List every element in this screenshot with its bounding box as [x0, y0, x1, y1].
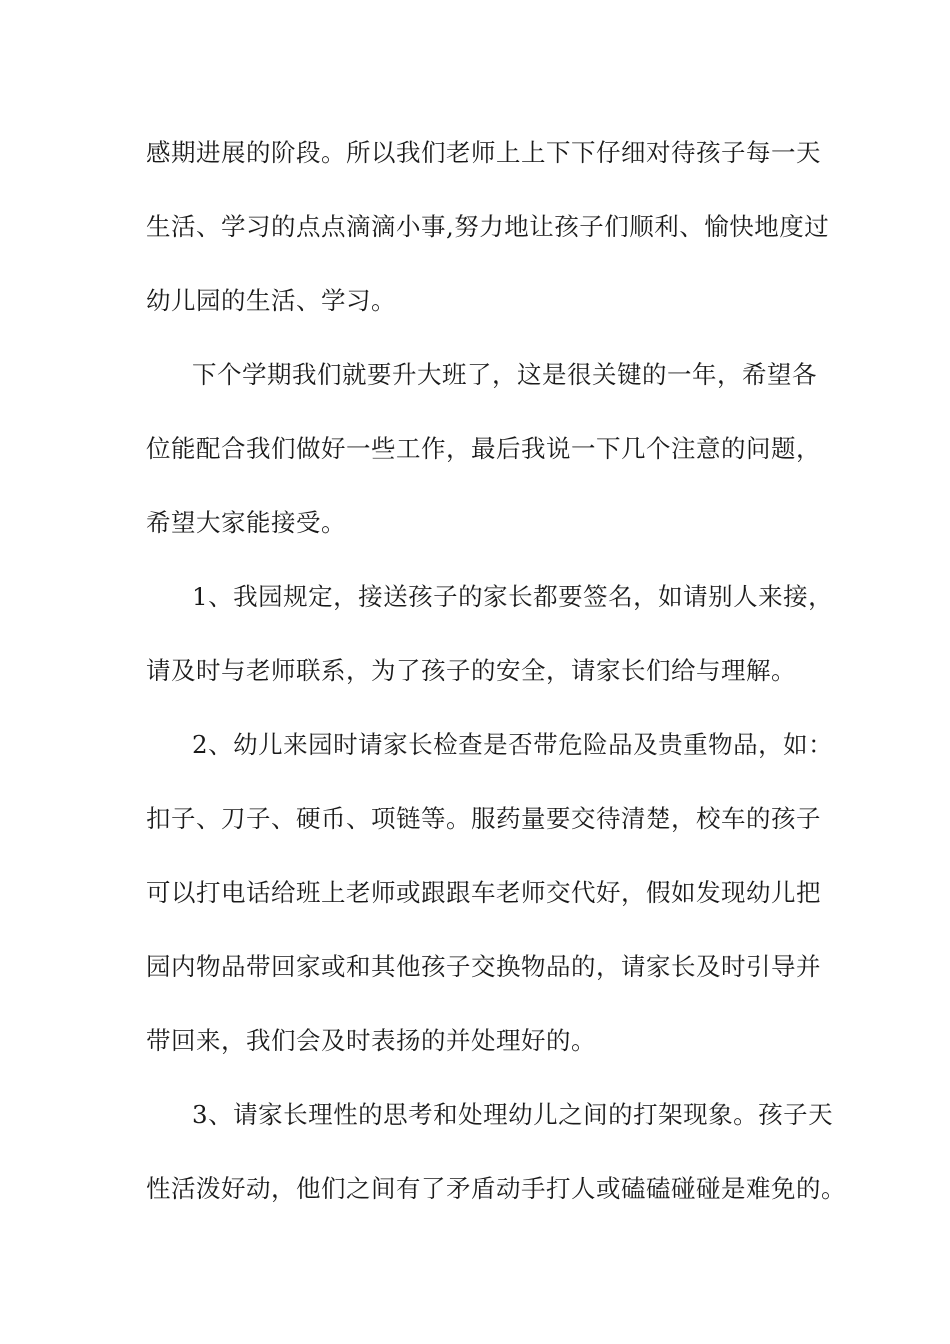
text-line-3: 幼儿园的生活、学习。	[146, 286, 396, 315]
text-line-2: 生活、学习的点点滴滴小事,努力地让孩子们顺利、愉快地度过	[146, 212, 830, 241]
text-line-11: 可以打电话给班上老师或跟跟车老师交代好，假如发现幼儿把	[146, 878, 821, 907]
text-line-15: 性活泼好动，他们之间有了矛盾动手打人或磕磕碰碰是难免的。	[146, 1174, 846, 1203]
text-line-8: 请及时与老师联系，为了孩子的安全，请家长们给与理解。	[146, 656, 796, 685]
text-line-14: 3、请家长理性的思考和处理幼儿之间的打架现象。孩子天	[192, 1100, 834, 1129]
text-line-6: 希望大家能接受。	[146, 508, 346, 537]
text-line-5: 位能配合我们做好一些工作，最后我说一下几个注意的问题，	[146, 434, 821, 463]
text-line-4: 下个学期我们就要升大班了，这是很关键的一年，希望各	[192, 360, 817, 389]
text-line-7: 1、我园规定，接送孩子的家长都要签名，如请别人来接，	[192, 582, 834, 611]
text-line-1: 感期进展的阶段。所以我们老师上上下下仔细对待孩子每一天	[146, 138, 821, 167]
text-line-9: 2、幼儿来园时请家长检查是否带危险品及贵重物品，如：	[192, 730, 834, 759]
text-line-13: 带回来，我们会及时表扬的并处理好的。	[146, 1026, 596, 1055]
text-line-10: 扣子、刀子、硬币、项链等。服药量要交待清楚，校车的孩子	[146, 804, 821, 833]
text-line-12: 园内物品带回家或和其他孩子交换物品的，请家长及时引导并	[146, 952, 821, 981]
